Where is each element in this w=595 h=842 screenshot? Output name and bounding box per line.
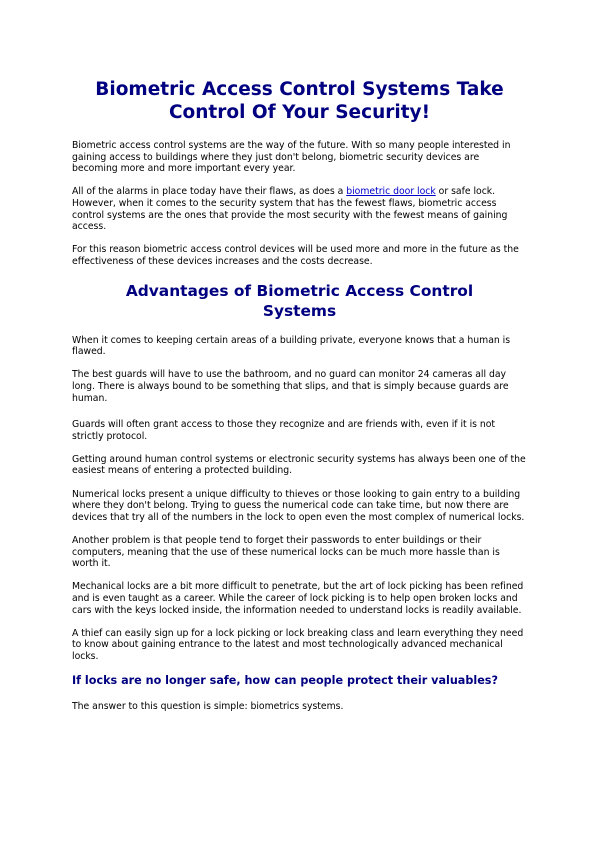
advantages-paragraph-3: Guards will often grant access to those they recognize and are friends with, even if it is not strictly protocol. [72,419,496,442]
page-title [72,78,527,124]
intro-paragraph-1: Biometric access control systems are the way of the future. With so many people interested in gaining access to buildings where they just don't belong, biometric security devices are becoming more and more important every year. [72,140,511,175]
advantages-paragraph-7: Mechanical locks are a bit more difficult to penetrate, but the art of lock picking has been refined and is even taught as a career. While the career of lock picking is to help open broken locks and cars with the keys locked inside, the information needed to understand locks is readily available. [72,581,524,616]
advantages-paragraph-6: Another problem is that people tend to forget their passwords to enter buildings or their computers, meaning that the use of these numerical locks can be much more hassle than is worth it. [72,535,500,570]
locks-safety-heading: If locks are no longer safe, how can people protect their valuables? [72,673,498,687]
advantages-paragraph-5: Numerical locks present a unique difficulty to thieves or those looking to gain entry to a building where they don't belong. Trying to guess the numerical code can take time, but now there are devices that try all of the numbers in the lock to open even the most complex of numerical locks. [72,488,525,523]
advantages-heading-line-2: Systems [262,301,337,320]
locks-answer-paragraph: The answer to this question is simple: biometrics systems. [72,700,344,712]
intro-paragraph-2-start: All of the alarms in place today have their flaws, as does a [72,186,347,198]
advantages-paragraph-1: When it comes to keeping certain areas of a building private, everyone knows that a human is flawed. [72,334,511,358]
advantages-heading-line-1: Advantages of Biometric Access Control [125,281,474,300]
advantages-heading [72,281,527,321]
page-title-line-1: Biometric Access Control Systems Take [95,79,504,100]
advantages-paragraph-2: The best guards will have to use the bathroom, and no guard can monitor 24 cameras all day long. There is always bound to be something that slips, and that is simply because guards are human. [72,369,509,404]
advantages-paragraph-8: A thief can easily sign up for a lock picking or lock breaking class and learn everything they need to know about gaining entrance to the latest and most technologically advanced mechanical locks. [72,627,524,662]
page-title-line-2: Control Of Your Security! [168,102,431,123]
intro-paragraph-3: For this reason biometric access control devices will be used more and more in the future as the effectiveness of these devices increases and the costs decrease. [72,244,519,267]
intro-paragraph-2-end: or safe lock. However, when it comes to the security system that has the fewest flaws, biometric access control systems are the ones that provide the most security with the fewest means of gaining access. [72,186,508,233]
advantages-paragraph-4: Getting around human control systems or electronic security systems has always been one of the easiest means of entering a protected building. [72,453,526,477]
intro-paragraph-2 [72,186,527,232]
biometric-door-lock-link[interactable]: biometric door lock [346,186,436,198]
